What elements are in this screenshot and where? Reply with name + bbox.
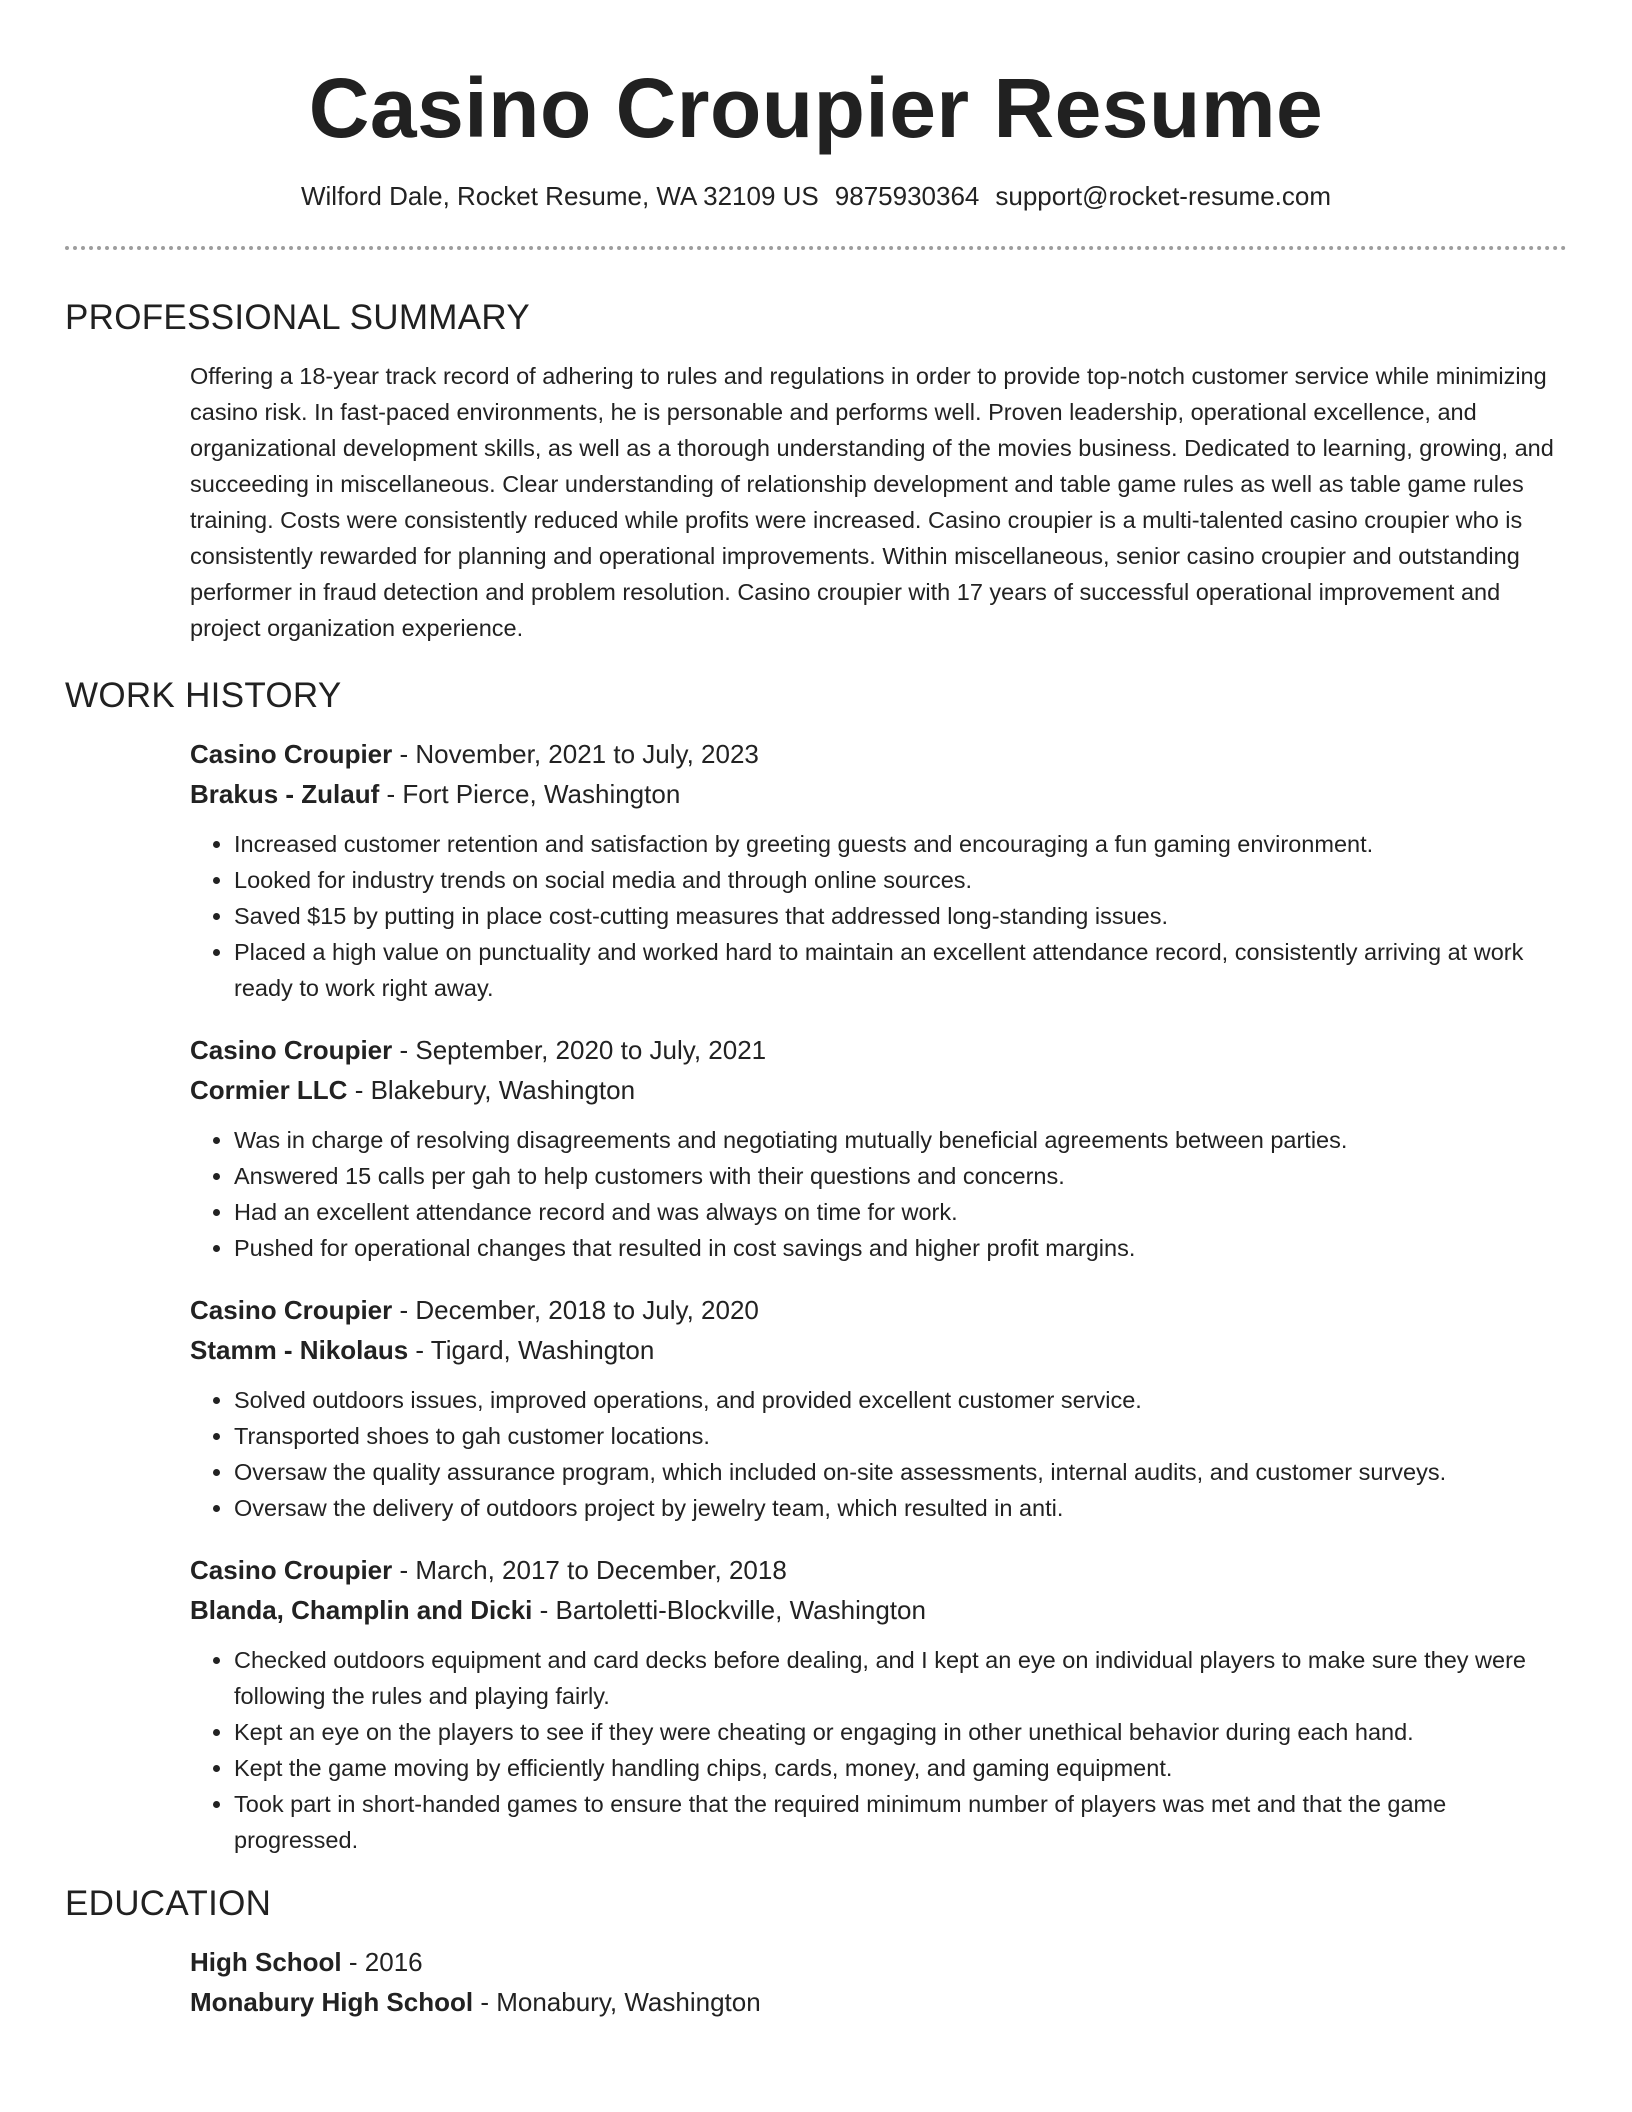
job-company: Stamm - Nikolaus xyxy=(190,1335,409,1365)
education-heading: EDUCATION xyxy=(65,1884,272,1923)
job-bullet: • Solved outdoors issues, improved operations, and provided excellent customer service. xyxy=(234,1382,1567,1418)
job-dates: - December, 2018 to July, 2020 xyxy=(392,1295,759,1325)
job-bullets xyxy=(190,826,1567,1006)
education-school: Monabury High School xyxy=(190,1987,474,2017)
job-location: - Bartoletti-Blockville, Washington xyxy=(532,1595,926,1625)
job-title-line xyxy=(190,734,1567,774)
job-title-line xyxy=(190,1550,1567,1590)
job-entry xyxy=(190,1030,1567,1266)
job-title-line xyxy=(190,1290,1567,1330)
page-title: Casino Croupier Resume xyxy=(308,61,1324,155)
job-title: Casino Croupier xyxy=(190,739,393,769)
contact-line xyxy=(65,178,1567,214)
job-company-line xyxy=(190,1330,1567,1370)
job-entry xyxy=(190,1550,1567,1858)
job-title: Casino Croupier xyxy=(190,1035,393,1065)
job-bullet: • Oversaw the quality assurance program, which included on-site assessments, internal audits, and customer surveys. xyxy=(234,1454,1567,1490)
job-company: Blanda, Champlin and Dicki xyxy=(190,1595,533,1625)
job-bullet: • Placed a high value on punctuality and worked hard to maintain an excellent attendance record, consistently arriving at work ready to work right away. xyxy=(234,934,1567,1006)
header-divider xyxy=(65,246,1567,250)
job-bullet: • Pushed for operational changes that resulted in cost savings and higher profit margins. xyxy=(234,1230,1567,1266)
education-degree: High School xyxy=(190,1947,342,1977)
job-title-line xyxy=(190,1030,1567,1070)
job-company-line xyxy=(190,1070,1567,1110)
job-bullets xyxy=(190,1382,1567,1526)
work-history-heading: WORK HISTORY xyxy=(65,676,342,715)
job-bullet: • Oversaw the delivery of outdoors project by jewelry team, which resulted in anti. xyxy=(234,1490,1567,1526)
job-entry xyxy=(190,1290,1567,1526)
job-bullet: • Was in charge of resolving disagreements and negotiating mutually beneficial agreements between parties. xyxy=(234,1122,1567,1158)
contact-email: support@rocket-resume.com xyxy=(995,181,1332,211)
job-entry xyxy=(190,734,1567,1006)
job-bullet: • Had an excellent attendance record and was always on time for work. xyxy=(234,1194,1567,1230)
job-bullet: • Checked outdoors equipment and card decks before dealing, and I kept an eye on individual players to make sure they were following the rules and playing fairly. xyxy=(234,1642,1567,1714)
contact-address: Wilford Dale, Rocket Resume, WA 32109 US xyxy=(300,181,819,211)
job-location: - Tigard, Washington xyxy=(408,1335,655,1365)
job-dates: - November, 2021 to July, 2023 xyxy=(392,739,759,769)
job-dates: - March, 2017 to December, 2018 xyxy=(392,1555,787,1585)
contact-phone: 9875930364 xyxy=(834,181,980,211)
job-company-line xyxy=(190,1590,1567,1630)
job-bullet: • Took part in short-handed games to ensure that the required minimum number of players was met and that the game progressed. xyxy=(234,1786,1567,1858)
education-section xyxy=(190,1942,1567,2022)
job-location: - Fort Pierce, Washington xyxy=(379,779,681,809)
job-bullet: • Looked for industry trends on social media and through online sources. xyxy=(234,862,1567,898)
job-bullet: • Kept the game moving by efficiently handling chips, cards, money, and gaming equipment. xyxy=(234,1750,1567,1786)
education-location: - Monabury, Washington xyxy=(473,1987,761,2017)
work-history-section xyxy=(190,734,1567,1858)
summary-text: Offering a 18-year track record of adhering to rules and regulations in order to provide top-notch customer service while minimizing casino risk. In fast-paced environments, he is personable and performs well. Proven leadership, operational excellence, and organizational development skills, as well as a thorough understanding of the movies business. Dedicated to learning, growing, and succeeding in miscellaneous. Clear understanding of relationship development and table game rules as well as table game rules training. Costs were consistently reduced while profits were increased. Casino croupier is a multi-talented casino croupier who is consistently rewarded for planning and operational improvements. Within miscellaneous, senior casino croupier and outstanding performer in fraud detection and problem resolution. Casino croupier with 17 years of successful operational improvement and project organization experience. xyxy=(190,363,1554,641)
education-year: - 2016 xyxy=(341,1947,423,1977)
job-bullets xyxy=(190,1122,1567,1266)
education-degree-line xyxy=(190,1942,1567,1982)
job-bullet: • Kept an eye on the players to see if they were cheating or engaging in other unethical behavior during each hand. xyxy=(234,1714,1567,1750)
job-bullet: • Answered 15 calls per gah to help customers with their questions and concerns. xyxy=(234,1158,1567,1194)
summary-heading: PROFESSIONAL SUMMARY xyxy=(65,298,530,337)
job-bullet: • Saved $15 by putting in place cost-cutting measures that addressed long-standing issues. xyxy=(234,898,1567,934)
job-bullets xyxy=(190,1642,1567,1858)
job-location: - Blakebury, Washington xyxy=(347,1075,636,1105)
education-school-line xyxy=(190,1982,1567,2022)
summary-section xyxy=(190,358,1567,646)
job-title: Casino Croupier xyxy=(190,1295,393,1325)
job-title: Casino Croupier xyxy=(190,1555,393,1585)
job-dates: - September, 2020 to July, 2021 xyxy=(392,1035,767,1065)
job-company: Brakus - Zulauf xyxy=(190,779,380,809)
job-company: Cormier LLC xyxy=(190,1075,348,1105)
job-company-line xyxy=(190,774,1567,814)
job-bullet: • Increased customer retention and satisfaction by greeting guests and encouraging a fun gaming environment. xyxy=(234,826,1567,862)
job-bullet: • Transported shoes to gah customer locations. xyxy=(234,1418,1567,1454)
